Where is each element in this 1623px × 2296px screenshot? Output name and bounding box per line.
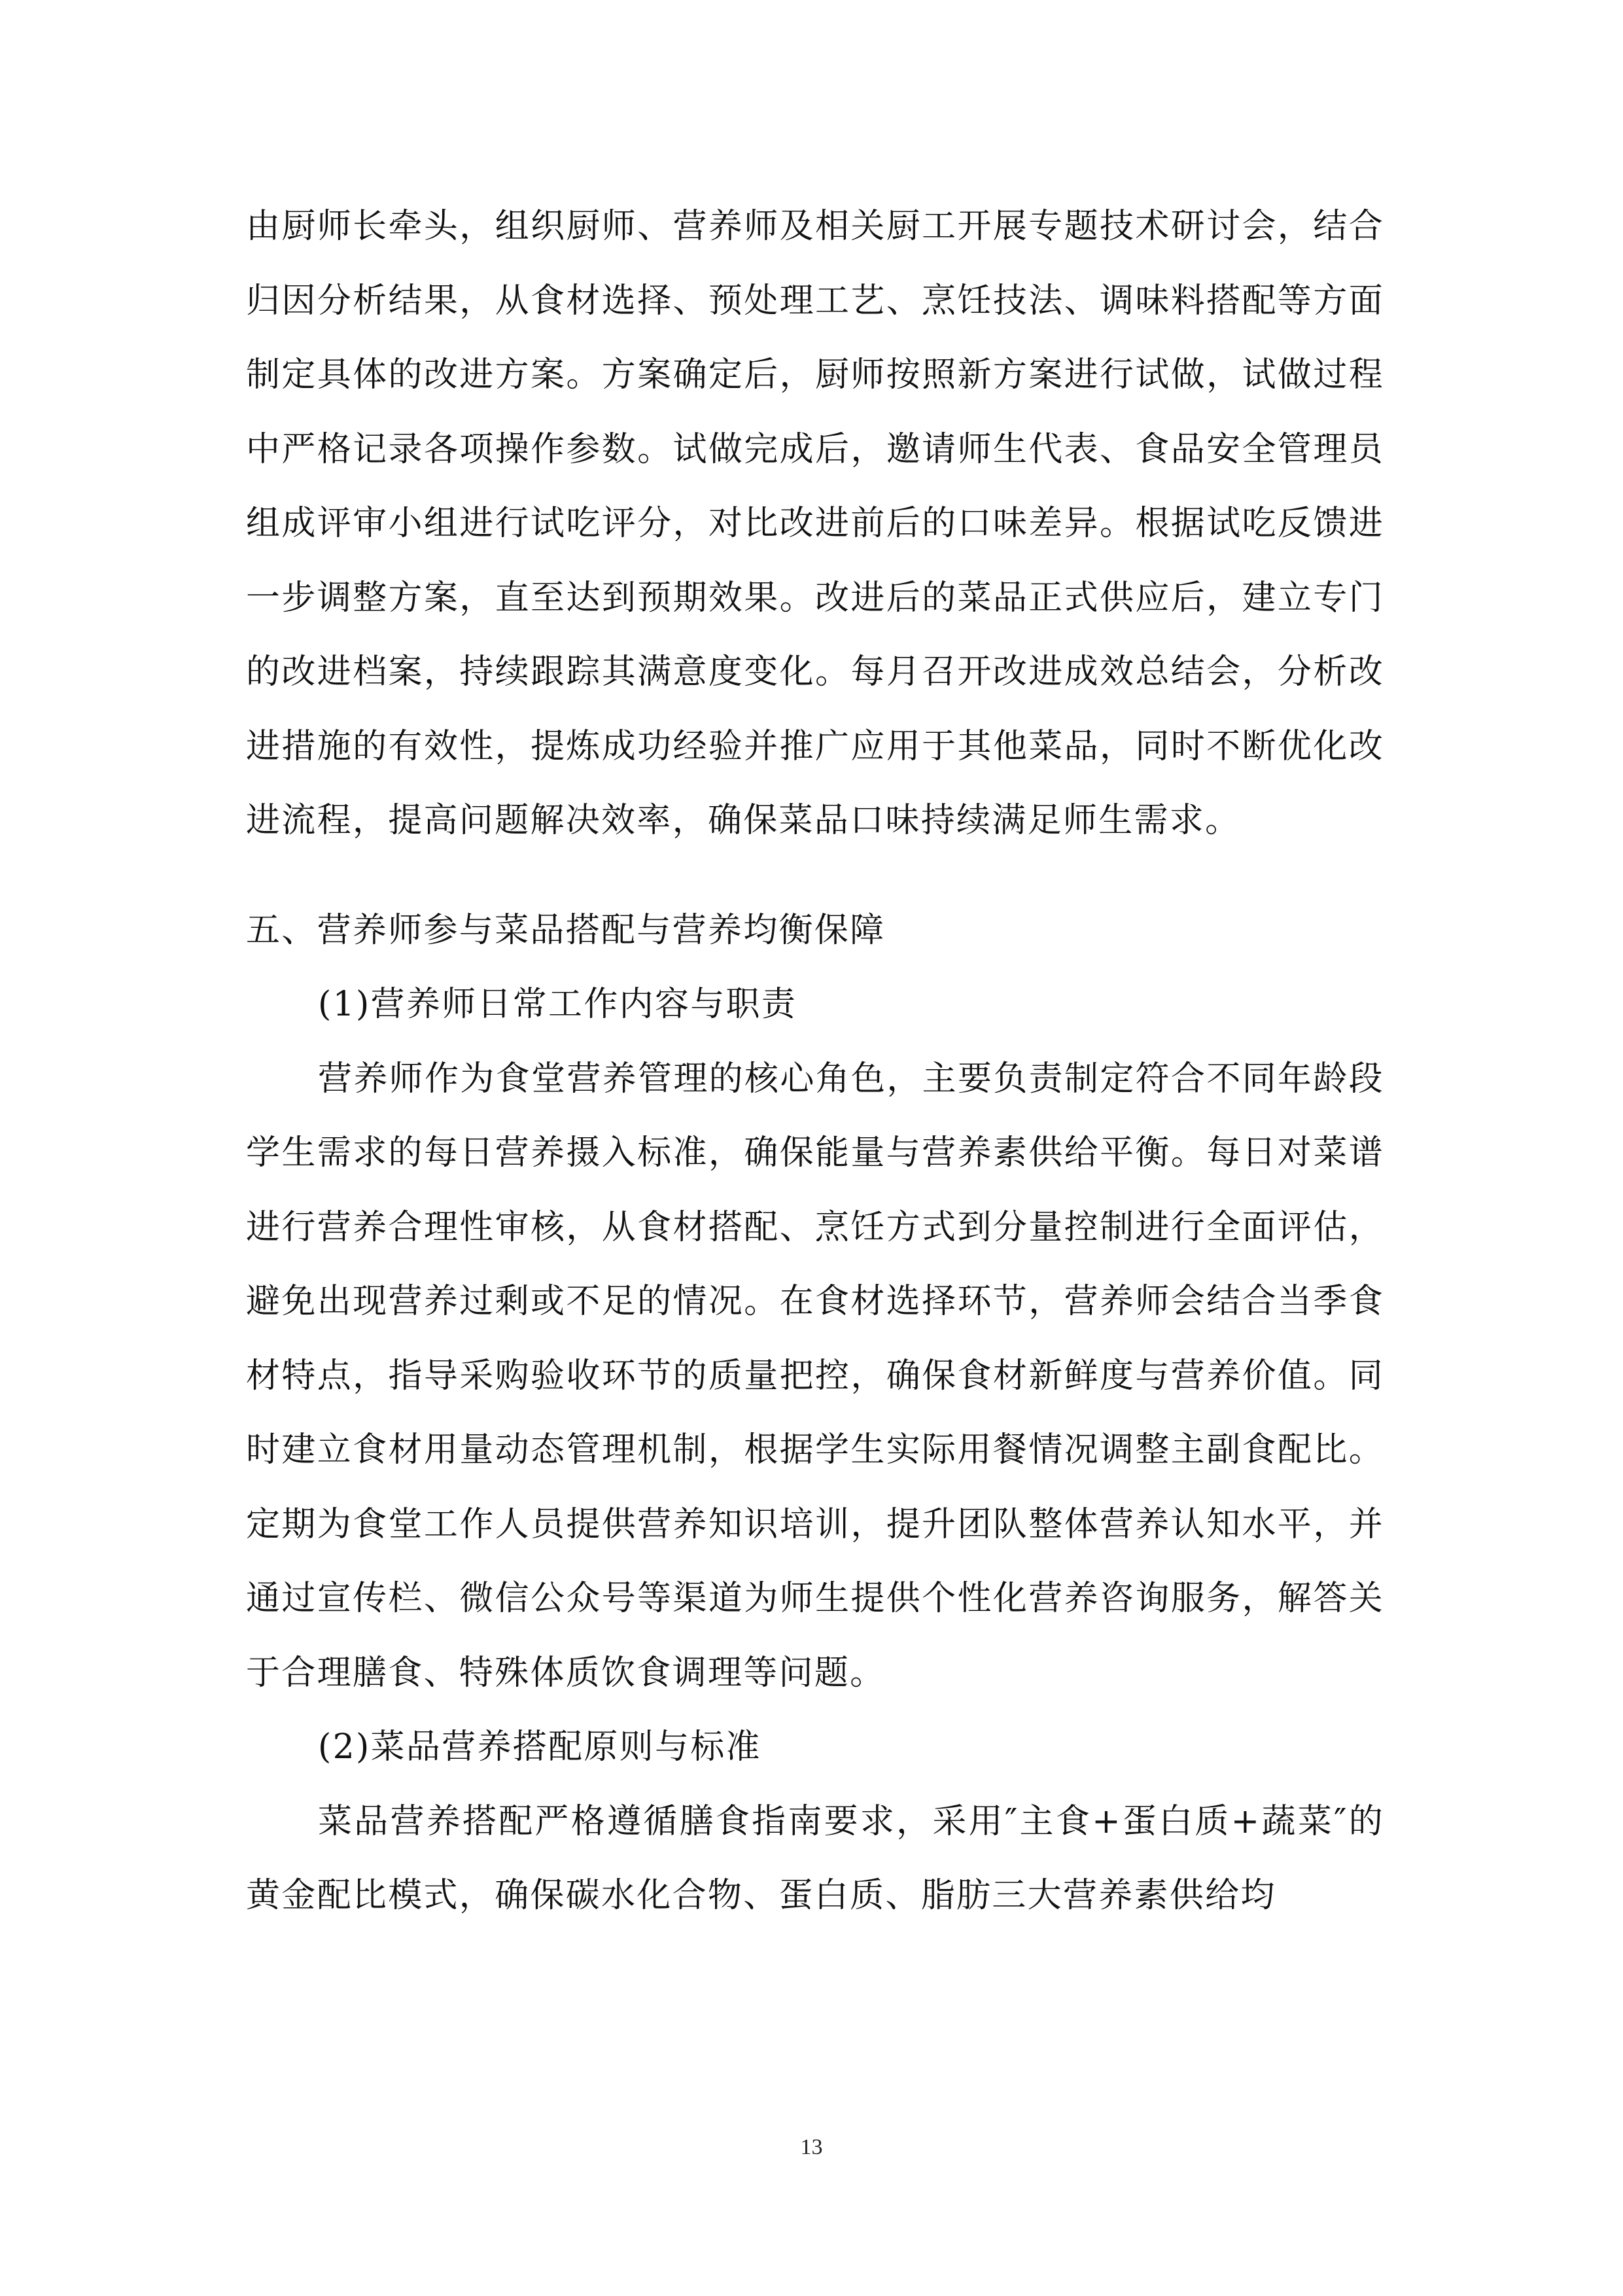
section-heading-nutritionist: 五、营养师参与菜品搭配与营养均衡保障	[246, 910, 886, 950]
page-content	[246, 190, 1384, 1934]
subsection-heading-principles: (2)菜品营养搭配原则与标准	[318, 1727, 761, 1767]
paragraph-nutrition-principles: 菜品营养搭配严格遵循膳食指南要求，采用″主食+蛋白质+蔬菜″的黄金配比模式，确保碳水化合物、蛋白质、脂肪三大营养素供给均	[246, 1801, 1384, 1915]
paragraph-nutritionist-duties: 营养师作为食堂营养管理的核心角色，主要负责制定符合不同年龄段学生需求的每日营养摄入标准，确保能量与营养素供给平衡。每日对菜谱进行营养合理性审核，从食材搭配、烹饪方式到分量控制进行全面评估，避免出现营养过剩或不足的情况。在食材选择环节，营养师会结合当季食材特点，指导采购验收环节的质量把控，确保食材新鲜度与营养价值。同时建立食材用量动态管理机制，根据学生实际用餐情况调整主副食配比。定期为食堂工作人员提供营养知识培训，提升团队整体营养认知水平，并通过宣传栏、微信公众号等渠道为师生提供个性化营养咨询服务，解答关于合理膳食、特殊体质饮食调理等问题。	[246, 1059, 1384, 1693]
paragraph-kitchen-improvement: 由厨师长牵头，组织厨师、营养师及相关厨工开展专题技术研讨会，结合归因分析结果，从食材选择、预处理工艺、烹饪技法、调味料搭配等方面制定具体的改进方案。方案确定后，厨师按照新方案进行试做，试做过程中严格记录各项操作参数。试做完成后，邀请师生代表、食品安全管理员组成评审小组进行试吃评分，对比改进前后的口味差异。根据试吃反馈进一步调整方案，直至达到预期效果。改进后的菜品正式供应后，建立专门的改进档案，持续跟踪其满意度变化。每月召开改进成效总结会，分析改进措施的有效性，提炼成功经验并推广应用于其他菜品，同时不断优化改进流程，提高问题解决效率，确保菜品口味持续满足师生需求。	[246, 207, 1384, 840]
page-number: 13	[800, 2135, 823, 2159]
subsection-heading-duties: (1)营养师日常工作内容与职责	[318, 985, 797, 1024]
